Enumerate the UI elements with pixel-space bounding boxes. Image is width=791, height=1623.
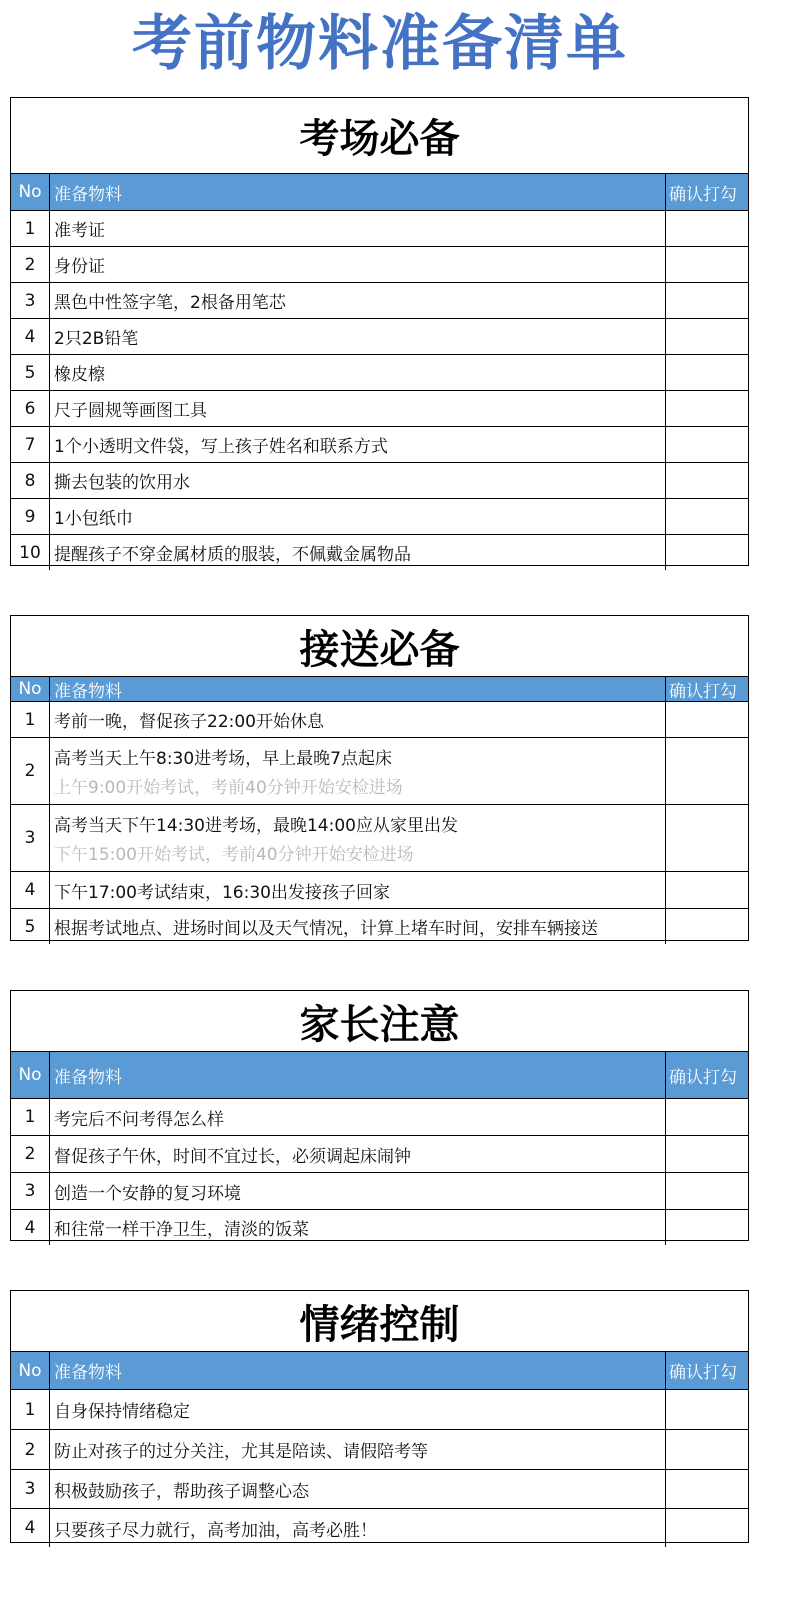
table-row [11, 872, 748, 909]
row-no: 2 [11, 738, 50, 804]
table-row [11, 1430, 748, 1470]
check-cell[interactable] [666, 319, 748, 354]
table-row [11, 1390, 748, 1430]
table-row [11, 1136, 748, 1173]
row-item: 准考证 [50, 211, 666, 246]
table-row [11, 738, 748, 805]
table-row [11, 463, 748, 499]
row-item: 考完后不问考得怎么样 [50, 1099, 666, 1135]
row-no: 1 [11, 702, 50, 737]
row-no: 3 [11, 805, 50, 871]
check-cell[interactable] [666, 355, 748, 390]
check-cell[interactable] [666, 247, 748, 282]
header-item: 准备物料 [50, 1052, 666, 1098]
row-no: 5 [11, 355, 50, 390]
row-item-text: 高考当天上午8:30进考场，早上最晚7点起床 [54, 749, 392, 769]
section-exam-essentials [10, 97, 749, 566]
row-item: 提醒孩子不穿金属材质的服装，不佩戴金属物品 [50, 535, 666, 570]
table-row [11, 1210, 748, 1245]
table-row [11, 1099, 748, 1136]
check-cell[interactable] [666, 1136, 748, 1172]
header-item: 准备物料 [50, 677, 666, 701]
row-item [50, 909, 666, 944]
section-title: 情绪控制 [11, 1291, 748, 1352]
row-no: 6 [11, 391, 50, 426]
header-check: 确认打勾 [669, 1363, 737, 1383]
row-no: 1 [11, 211, 50, 246]
row-item: 撕去包装的饮用水 [50, 463, 666, 498]
table-row [11, 427, 748, 463]
check-cell[interactable] [666, 872, 748, 908]
section-parent-notes [10, 990, 749, 1241]
check-cell[interactable] [666, 1173, 748, 1209]
header-item: 准备物料 [50, 174, 666, 210]
row-item [50, 738, 666, 804]
check-cell[interactable] [666, 499, 748, 534]
check-cell[interactable] [666, 211, 748, 246]
check-cell[interactable] [666, 1509, 748, 1547]
row-no: 3 [11, 1173, 50, 1209]
check-cell[interactable] [666, 391, 748, 426]
table-row [11, 1173, 748, 1210]
check-cell[interactable] [666, 909, 748, 944]
check-cell[interactable] [666, 1390, 748, 1429]
row-item-note: 下午15:00开始考试，考前40分钟开始安检进场 [54, 845, 414, 865]
table-row [11, 1509, 748, 1547]
table-row [11, 499, 748, 535]
header-no: No [11, 174, 50, 210]
section-title: 考场必备 [11, 98, 748, 174]
table-row [11, 805, 748, 872]
row-no: 9 [11, 499, 50, 534]
row-no: 4 [11, 1509, 50, 1547]
row-no: 2 [11, 1430, 50, 1469]
row-no: 3 [11, 283, 50, 318]
row-no: 4 [11, 872, 50, 908]
row-item [50, 872, 666, 908]
page-title: 考前物料准备清单 [132, 9, 628, 79]
row-item: 1小包纸巾 [50, 499, 666, 534]
check-cell[interactable] [666, 1210, 748, 1245]
row-item-note: 上午9:00开始考试，考前40分钟开始安检进场 [54, 778, 403, 798]
row-item: 橡皮檫 [50, 355, 666, 390]
row-item: 和往常一样干净卫生，清淡的饭菜 [50, 1210, 666, 1245]
check-cell[interactable] [666, 702, 748, 737]
check-cell[interactable] [666, 427, 748, 462]
table-row [11, 909, 748, 944]
row-no: 1 [11, 1099, 50, 1135]
section-title: 接送必备 [11, 616, 748, 677]
row-item: 尺子圆规等画图工具 [50, 391, 666, 426]
row-item-text: 考前一晚，督促孩子22:00开始休息 [54, 712, 324, 732]
table-row [11, 1470, 748, 1509]
check-cell[interactable] [666, 283, 748, 318]
check-cell[interactable] [666, 1099, 748, 1135]
section-title: 家长注意 [11, 991, 748, 1052]
row-no: 3 [11, 1470, 50, 1508]
header-no: No [11, 1052, 50, 1098]
header-item: 准备物料 [50, 1352, 666, 1389]
row-item-text: 高考当天下午14:30进考场，最晚14:00应从家里出发 [54, 816, 458, 836]
row-item [50, 805, 666, 871]
table-row [11, 391, 748, 427]
check-cell[interactable] [666, 1430, 748, 1469]
row-item: 2只2B铅笔 [50, 319, 666, 354]
section-emotion-control [10, 1290, 749, 1543]
check-cell[interactable] [666, 1470, 748, 1508]
table-row [11, 283, 748, 319]
row-item: 只要孩子尽力就行，高考加油，高考必胜！ [50, 1509, 666, 1547]
row-item-text: 下午17:00考试结束，16:30出发接孩子回家 [54, 882, 390, 903]
table-header [11, 1352, 748, 1390]
row-no: 7 [11, 427, 50, 462]
row-item: 督促孩子午休，时间不宜过长，必须调起床闹钟 [50, 1136, 666, 1172]
row-item: 防止对孩子的过分关注，尤其是陪读、请假陪考等 [50, 1430, 666, 1469]
table-row [11, 319, 748, 355]
check-cell[interactable] [666, 535, 748, 570]
check-cell[interactable] [666, 463, 748, 498]
row-item-text: 根据考试地点、进场时间以及天气情况，计算上堵车时间，安排车辆接送 [54, 919, 598, 939]
row-item [50, 702, 666, 737]
table-header [11, 174, 748, 211]
row-item: 积极鼓励孩子，帮助孩子调整心态 [50, 1470, 666, 1508]
row-no: 2 [11, 1136, 50, 1172]
row-item: 黑色中性签字笔，2根备用笔芯 [50, 283, 666, 318]
table-row [11, 211, 748, 247]
table-row [11, 535, 748, 570]
header-check: 确认打勾 [669, 681, 737, 702]
check-cell[interactable] [666, 738, 748, 804]
table-header [11, 677, 748, 702]
header-no: No [11, 677, 50, 701]
row-item: 创造一个安静的复习环境 [50, 1173, 666, 1209]
row-item: 身份证 [50, 247, 666, 282]
row-item: 1个小透明文件袋，写上孩子姓名和联系方式 [50, 427, 666, 462]
row-no: 10 [11, 535, 50, 570]
header-check: 确认打勾 [669, 1067, 737, 1088]
row-item: 自身保持情绪稳定 [50, 1390, 666, 1429]
header-check: 确认打勾 [669, 184, 737, 205]
row-no: 1 [11, 1390, 50, 1429]
row-no: 8 [11, 463, 50, 498]
header-no: No [11, 1352, 50, 1389]
row-no: 5 [11, 909, 50, 944]
section-pickup-essentials [10, 615, 749, 941]
table-row [11, 247, 748, 283]
row-no: 4 [11, 1210, 50, 1245]
row-no: 4 [11, 319, 50, 354]
row-no: 2 [11, 247, 50, 282]
table-row [11, 355, 748, 391]
table-row [11, 702, 748, 738]
check-cell[interactable] [666, 805, 748, 871]
table-header [11, 1052, 748, 1099]
